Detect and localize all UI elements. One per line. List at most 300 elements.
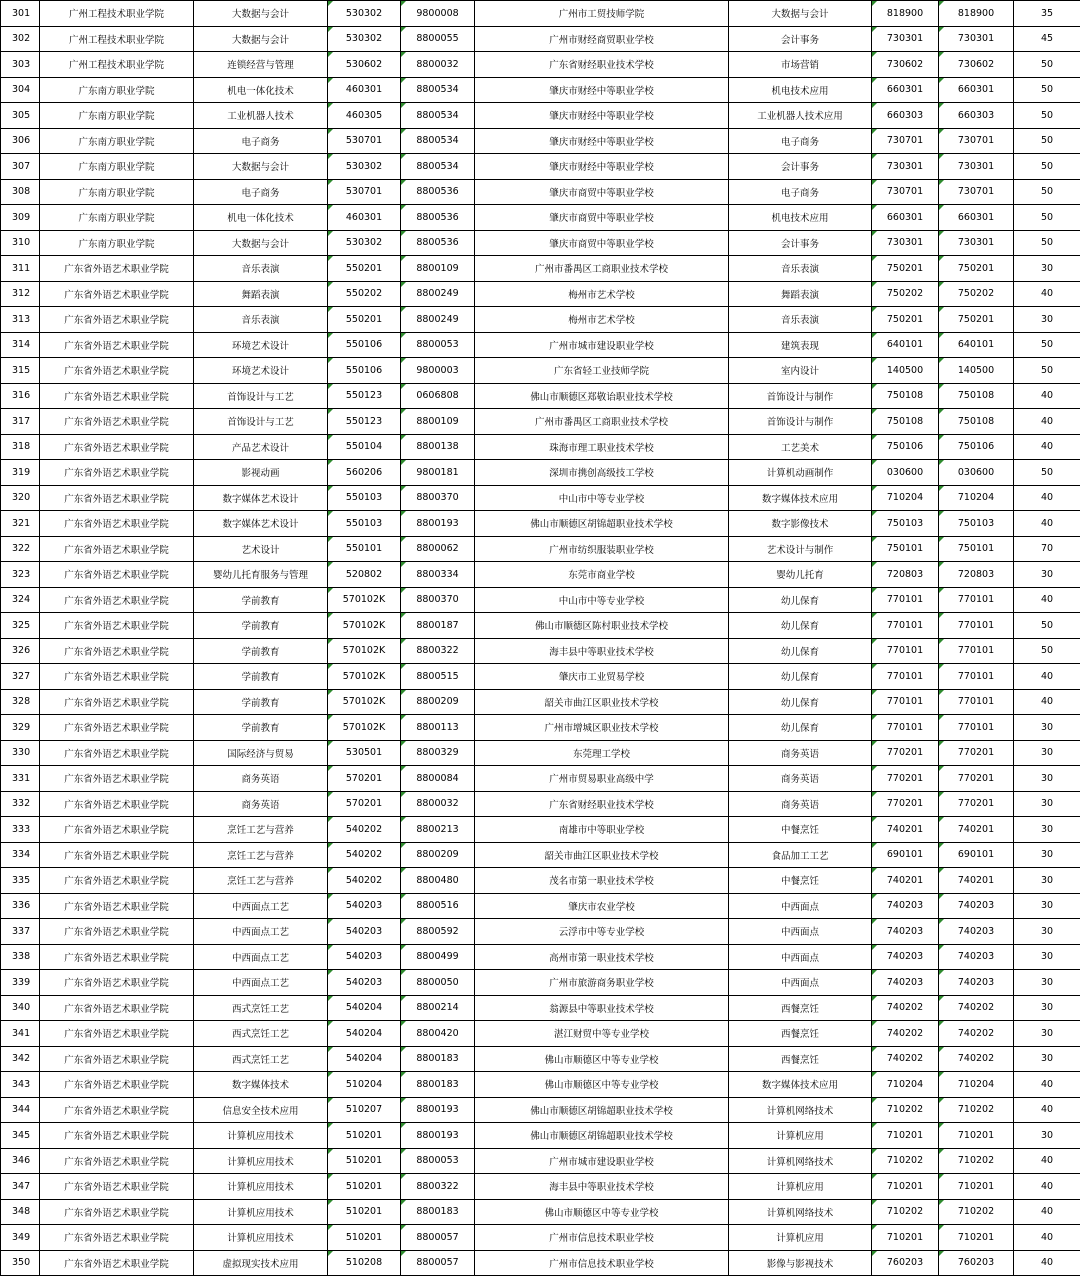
cell-school-name: 肇庆市财经中等职业学校 xyxy=(475,128,729,154)
cell-school-major: 数字影像技术 xyxy=(729,511,872,537)
cell-school-major-code-2: 740203 xyxy=(939,970,1014,996)
cell-college-major: 计算机应用技术 xyxy=(194,1199,328,1225)
cell-school-major-code-2: 660303 xyxy=(939,103,1014,129)
cell-school-code: 8800516 xyxy=(401,893,475,919)
cell-school-major: 音乐表演 xyxy=(729,307,872,333)
table-row xyxy=(1,128,1080,154)
cell-school-major-code: 710201 xyxy=(872,1225,939,1251)
cell-school-major-code: 740203 xyxy=(872,893,939,919)
cell-school-name: 佛山市顺德区郑敬诒职业技术学校 xyxy=(475,383,729,409)
cell-college-major: 音乐表演 xyxy=(194,307,328,333)
cell-college-name: 广州工程技术职业学院 xyxy=(40,52,194,78)
cell-school-major: 建筑表现 xyxy=(729,332,872,358)
cell-school-major-code: 710202 xyxy=(872,1199,939,1225)
cell-quota: 45 xyxy=(1014,26,1080,52)
table-row xyxy=(1,179,1080,205)
cell-college-major: 首饰设计与工艺 xyxy=(194,383,328,409)
cell-quota: 50 xyxy=(1014,332,1080,358)
cell-college-major: 计算机应用技术 xyxy=(194,1174,328,1200)
cell-college-major-code: 570201 xyxy=(328,791,401,817)
cell-school-major-code: 740202 xyxy=(872,1046,939,1072)
cell-school-major-code: 710201 xyxy=(872,1123,939,1149)
cell-quota: 40 xyxy=(1014,664,1080,690)
cell-school-name: 海丰县中等职业技术学校 xyxy=(475,638,729,664)
cell-college-name: 广东省外语艺术职业学院 xyxy=(40,256,194,282)
cell-row-index: 348 xyxy=(1,1199,40,1225)
cell-school-major-code: 750103 xyxy=(872,511,939,537)
cell-school-name: 广州市城市建设职业学校 xyxy=(475,332,729,358)
cell-quota: 30 xyxy=(1014,842,1080,868)
cell-college-name: 广东南方职业学院 xyxy=(40,205,194,231)
cell-school-major-code-2: 770101 xyxy=(939,689,1014,715)
cell-college-major-code: 550106 xyxy=(328,358,401,384)
cell-quota: 40 xyxy=(1014,409,1080,435)
cell-college-major: 国际经济与贸易 xyxy=(194,740,328,766)
cell-school-major: 中西面点 xyxy=(729,944,872,970)
cell-school-major-code-2: 710201 xyxy=(939,1123,1014,1149)
cell-college-major: 中西面点工艺 xyxy=(194,970,328,996)
cell-row-index: 349 xyxy=(1,1225,40,1251)
cell-quota: 30 xyxy=(1014,307,1080,333)
cell-college-major: 艺术设计 xyxy=(194,536,328,562)
cell-school-major-code-2: 750201 xyxy=(939,256,1014,282)
cell-school-name: 珠海市理工职业技术学校 xyxy=(475,434,729,460)
cell-school-major-code-2: 770201 xyxy=(939,791,1014,817)
cell-school-code: 8800050 xyxy=(401,970,475,996)
cell-school-major: 计算机网络技术 xyxy=(729,1097,872,1123)
cell-college-name: 广东省外语艺术职业学院 xyxy=(40,613,194,639)
table-row xyxy=(1,1148,1080,1174)
cell-row-index: 318 xyxy=(1,434,40,460)
cell-school-major-code-2: 740202 xyxy=(939,1046,1014,1072)
cell-school-major-code: 740203 xyxy=(872,919,939,945)
cell-row-index: 331 xyxy=(1,766,40,792)
cell-school-major-code: 770201 xyxy=(872,766,939,792)
cell-quota: 30 xyxy=(1014,562,1080,588)
cell-school-major-code: 740202 xyxy=(872,1021,939,1047)
cell-school-name: 佛山市顺德区胡锦超职业技术学校 xyxy=(475,1097,729,1123)
cell-college-name: 广东省外语艺术职业学院 xyxy=(40,944,194,970)
cell-college-name: 广东省外语艺术职业学院 xyxy=(40,281,194,307)
cell-school-major-code-2: 730301 xyxy=(939,230,1014,256)
cell-school-major-code-2: 140500 xyxy=(939,358,1014,384)
cell-school-name: 佛山市顺德区中等专业学校 xyxy=(475,1072,729,1098)
table-row xyxy=(1,842,1080,868)
cell-college-major-code: 530701 xyxy=(328,128,401,154)
cell-quota: 40 xyxy=(1014,1174,1080,1200)
cell-row-index: 302 xyxy=(1,26,40,52)
cell-school-code: 8800480 xyxy=(401,868,475,894)
cell-school-major-code-2: 740201 xyxy=(939,817,1014,843)
cell-row-index: 345 xyxy=(1,1123,40,1149)
cell-college-major-code: 510201 xyxy=(328,1199,401,1225)
cell-school-code: 8800055 xyxy=(401,26,475,52)
cell-college-major-code: 550201 xyxy=(328,256,401,282)
cell-school-code: 8800193 xyxy=(401,511,475,537)
cell-school-major-code-2: 740203 xyxy=(939,944,1014,970)
cell-school-major-code: 030600 xyxy=(872,460,939,486)
cell-college-major: 计算机应用技术 xyxy=(194,1148,328,1174)
cell-school-major: 会计事务 xyxy=(729,230,872,256)
cell-school-major-code-2: 770101 xyxy=(939,638,1014,664)
cell-school-major-code-2: 730301 xyxy=(939,26,1014,52)
cell-college-name: 广东省外语艺术职业学院 xyxy=(40,307,194,333)
cell-school-code: 8800032 xyxy=(401,52,475,78)
cell-college-major: 信息安全技术应用 xyxy=(194,1097,328,1123)
cell-college-major: 音乐表演 xyxy=(194,256,328,282)
cell-school-major-code-2: 660301 xyxy=(939,77,1014,103)
cell-row-index: 317 xyxy=(1,409,40,435)
cell-college-major: 学前教育 xyxy=(194,689,328,715)
cell-school-code: 8800214 xyxy=(401,995,475,1021)
cell-school-name: 佛山市顺德区胡锦超职业技术学校 xyxy=(475,511,729,537)
cell-school-major-code-2: 740203 xyxy=(939,893,1014,919)
cell-college-major: 学前教育 xyxy=(194,587,328,613)
cell-school-name: 韶关市曲江区职业技术学校 xyxy=(475,842,729,868)
cell-college-major: 舞蹈表演 xyxy=(194,281,328,307)
cell-school-code: 8800183 xyxy=(401,1072,475,1098)
cell-school-major: 电子商务 xyxy=(729,128,872,154)
cell-school-major-code: 750201 xyxy=(872,256,939,282)
cell-college-name: 广东省外语艺术职业学院 xyxy=(40,664,194,690)
cell-school-code: 8800109 xyxy=(401,256,475,282)
cell-school-name: 肇庆市工业贸易学校 xyxy=(475,664,729,690)
cell-school-code: 8800057 xyxy=(401,1225,475,1251)
cell-quota: 40 xyxy=(1014,1148,1080,1174)
cell-school-major: 幼儿保育 xyxy=(729,587,872,613)
cell-school-name: 肇庆市商贸中等职业学校 xyxy=(475,205,729,231)
cell-school-major-code-2: 770201 xyxy=(939,740,1014,766)
cell-school-code: 8800499 xyxy=(401,944,475,970)
cell-school-name: 云浮市中等专业学校 xyxy=(475,919,729,945)
cell-college-major-code: 550202 xyxy=(328,281,401,307)
cell-quota: 50 xyxy=(1014,77,1080,103)
cell-school-name: 深圳市携创高级技工学校 xyxy=(475,460,729,486)
cell-college-major-code: 530302 xyxy=(328,1,401,27)
cell-school-major-code-2: 750103 xyxy=(939,511,1014,537)
cell-school-name: 肇庆市商贸中等职业学校 xyxy=(475,230,729,256)
cell-quota: 50 xyxy=(1014,128,1080,154)
cell-school-name: 佛山市顺德区陈村职业技术学校 xyxy=(475,613,729,639)
cell-school-name: 广州市旅游商务职业学校 xyxy=(475,970,729,996)
table-row xyxy=(1,944,1080,970)
table-row xyxy=(1,205,1080,231)
cell-quota: 50 xyxy=(1014,103,1080,129)
cell-quota: 50 xyxy=(1014,230,1080,256)
cell-college-name: 广东省外语艺术职业学院 xyxy=(40,1021,194,1047)
cell-college-major: 计算机应用技术 xyxy=(194,1225,328,1251)
cell-college-major: 机电一体化技术 xyxy=(194,77,328,103)
cell-college-name: 广东南方职业学院 xyxy=(40,128,194,154)
cell-quota: 50 xyxy=(1014,179,1080,205)
cell-school-major: 计算机网络技术 xyxy=(729,1199,872,1225)
cell-school-name: 佛山市顺德区中等专业学校 xyxy=(475,1046,729,1072)
cell-college-name: 广东省外语艺术职业学院 xyxy=(40,587,194,613)
cell-school-code: 8800536 xyxy=(401,205,475,231)
cell-school-major: 大数据与会计 xyxy=(729,1,872,27)
cell-school-name: 南雄市中等职业学校 xyxy=(475,817,729,843)
cell-college-major-code: 540203 xyxy=(328,893,401,919)
cell-school-code: 8800193 xyxy=(401,1097,475,1123)
cell-college-major-code: 510201 xyxy=(328,1225,401,1251)
cell-school-code: 8800187 xyxy=(401,613,475,639)
cell-school-major: 计算机应用 xyxy=(729,1123,872,1149)
cell-school-name: 佛山市顺德区中等专业学校 xyxy=(475,1199,729,1225)
table-row xyxy=(1,1199,1080,1225)
cell-college-major-code: 550123 xyxy=(328,383,401,409)
cell-college-name: 广东省外语艺术职业学院 xyxy=(40,919,194,945)
cell-college-major-code: 520802 xyxy=(328,562,401,588)
cell-school-code: 8800329 xyxy=(401,740,475,766)
table-row xyxy=(1,791,1080,817)
cell-row-index: 344 xyxy=(1,1097,40,1123)
cell-school-name: 中山市中等专业学校 xyxy=(475,485,729,511)
cell-school-major: 商务英语 xyxy=(729,740,872,766)
cell-college-name: 广东南方职业学院 xyxy=(40,103,194,129)
table-row xyxy=(1,52,1080,78)
cell-quota: 40 xyxy=(1014,281,1080,307)
table-row xyxy=(1,587,1080,613)
cell-school-major-code: 730301 xyxy=(872,26,939,52)
cell-school-major-code-2: 710202 xyxy=(939,1148,1014,1174)
cell-college-name: 广东省外语艺术职业学院 xyxy=(40,715,194,741)
cell-college-major-code: 510201 xyxy=(328,1123,401,1149)
cell-school-major-code-2: 770201 xyxy=(939,766,1014,792)
cell-school-major: 工艺美术 xyxy=(729,434,872,460)
cell-school-major: 幼儿保育 xyxy=(729,664,872,690)
cell-school-code: 8800213 xyxy=(401,817,475,843)
cell-quota: 30 xyxy=(1014,944,1080,970)
table-row xyxy=(1,1123,1080,1149)
table-row xyxy=(1,613,1080,639)
cell-college-major: 产品艺术设计 xyxy=(194,434,328,460)
cell-school-code: 8800113 xyxy=(401,715,475,741)
cell-school-major-code: 740201 xyxy=(872,817,939,843)
cell-college-name: 广东省外语艺术职业学院 xyxy=(40,1123,194,1149)
cell-college-name: 广东省外语艺术职业学院 xyxy=(40,740,194,766)
cell-college-major-code: 510201 xyxy=(328,1148,401,1174)
cell-school-major: 中餐烹饪 xyxy=(729,817,872,843)
cell-quota: 30 xyxy=(1014,995,1080,1021)
table-row xyxy=(1,1250,1080,1276)
table-row xyxy=(1,1097,1080,1123)
cell-school-major-code-2: 740203 xyxy=(939,919,1014,945)
cell-school-major: 婴幼儿托育 xyxy=(729,562,872,588)
cell-college-major: 西式烹饪工艺 xyxy=(194,1021,328,1047)
cell-school-name: 广州市增城区职业技术学校 xyxy=(475,715,729,741)
cell-school-major: 西餐烹饪 xyxy=(729,1021,872,1047)
cell-quota: 40 xyxy=(1014,1072,1080,1098)
cell-school-name: 佛山市顺德区胡锦超职业技术学校 xyxy=(475,1123,729,1149)
cell-school-major-code-2: 740202 xyxy=(939,995,1014,1021)
cell-school-name: 广州市番禺区工商职业技术学校 xyxy=(475,256,729,282)
cell-row-index: 320 xyxy=(1,485,40,511)
cell-college-major: 环境艺术设计 xyxy=(194,358,328,384)
cell-row-index: 333 xyxy=(1,817,40,843)
cell-school-name: 广州市信息技术职业学校 xyxy=(475,1250,729,1276)
cell-quota: 30 xyxy=(1014,970,1080,996)
cell-college-major-code: 550123 xyxy=(328,409,401,435)
cell-school-major: 中西面点 xyxy=(729,970,872,996)
cell-college-major: 机电一体化技术 xyxy=(194,205,328,231)
cell-college-major-code: 540203 xyxy=(328,944,401,970)
cell-college-name: 广东省外语艺术职业学院 xyxy=(40,536,194,562)
table-row xyxy=(1,485,1080,511)
cell-college-name: 广东省外语艺术职业学院 xyxy=(40,1097,194,1123)
table-row xyxy=(1,281,1080,307)
cell-school-major-code: 140500 xyxy=(872,358,939,384)
table-row xyxy=(1,103,1080,129)
cell-row-index: 319 xyxy=(1,460,40,486)
cell-school-code: 8800534 xyxy=(401,77,475,103)
cell-row-index: 346 xyxy=(1,1148,40,1174)
cell-college-major: 婴幼儿托育服务与管理 xyxy=(194,562,328,588)
table-row xyxy=(1,536,1080,562)
cell-college-major: 中西面点工艺 xyxy=(194,893,328,919)
cell-college-major-code: 540204 xyxy=(328,1046,401,1072)
cell-row-index: 310 xyxy=(1,230,40,256)
cell-school-major-code: 750108 xyxy=(872,383,939,409)
cell-college-major-code: 530501 xyxy=(328,740,401,766)
cell-school-name: 广州市工贸技师学院 xyxy=(475,1,729,27)
cell-school-name: 广州市贸易职业高级中学 xyxy=(475,766,729,792)
cell-school-major-code: 730602 xyxy=(872,52,939,78)
cell-school-name: 广州市城市建设职业学校 xyxy=(475,1148,729,1174)
cell-row-index: 305 xyxy=(1,103,40,129)
cell-row-index: 313 xyxy=(1,307,40,333)
cell-school-major: 中餐烹饪 xyxy=(729,868,872,894)
cell-school-major-code: 770101 xyxy=(872,715,939,741)
cell-college-major-code: 550103 xyxy=(328,511,401,537)
cell-row-index: 347 xyxy=(1,1174,40,1200)
cell-college-major-code: 540204 xyxy=(328,1021,401,1047)
cell-college-major: 学前教育 xyxy=(194,613,328,639)
cell-school-name: 翁源县中等职业技术学校 xyxy=(475,995,729,1021)
cell-school-major-code-2: 770101 xyxy=(939,715,1014,741)
cell-school-major-code: 710201 xyxy=(872,1174,939,1200)
cell-college-major-code: 570102K xyxy=(328,715,401,741)
cell-school-name: 湛江财贸中等专业学校 xyxy=(475,1021,729,1047)
cell-row-index: 321 xyxy=(1,511,40,537)
cell-school-code: 8800370 xyxy=(401,485,475,511)
cell-school-major: 幼儿保育 xyxy=(729,715,872,741)
cell-school-major: 音乐表演 xyxy=(729,256,872,282)
cell-school-major-code: 750201 xyxy=(872,307,939,333)
cell-school-major-code-2: 730701 xyxy=(939,128,1014,154)
cell-college-major-code: 570102K xyxy=(328,664,401,690)
cell-school-major-code: 660301 xyxy=(872,205,939,231)
cell-college-major-code: 550103 xyxy=(328,485,401,511)
cell-college-major-code: 510201 xyxy=(328,1174,401,1200)
cell-school-major-code: 730301 xyxy=(872,230,939,256)
cell-school-code: 8800515 xyxy=(401,664,475,690)
cell-college-name: 广东省外语艺术职业学院 xyxy=(40,562,194,588)
cell-college-name: 广东省外语艺术职业学院 xyxy=(40,638,194,664)
cell-college-major-code: 550201 xyxy=(328,307,401,333)
cell-school-major-code: 750108 xyxy=(872,409,939,435)
cell-school-major: 商务英语 xyxy=(729,766,872,792)
cell-quota: 50 xyxy=(1014,52,1080,78)
cell-school-major: 首饰设计与制作 xyxy=(729,409,872,435)
cell-school-major-code-2: 730602 xyxy=(939,52,1014,78)
cell-quota: 30 xyxy=(1014,1021,1080,1047)
table-row xyxy=(1,26,1080,52)
cell-college-name: 广东省外语艺术职业学院 xyxy=(40,995,194,1021)
cell-school-major-code-2: 740202 xyxy=(939,1021,1014,1047)
table-body xyxy=(1,1,1080,1276)
cell-row-index: 304 xyxy=(1,77,40,103)
cell-college-major-code: 460305 xyxy=(328,103,401,129)
cell-quota: 50 xyxy=(1014,638,1080,664)
cell-row-index: 322 xyxy=(1,536,40,562)
cell-school-major: 商务英语 xyxy=(729,791,872,817)
cell-college-major: 西式烹饪工艺 xyxy=(194,1046,328,1072)
cell-school-code: 9800008 xyxy=(401,1,475,27)
cell-school-major-code-2: 730701 xyxy=(939,179,1014,205)
cell-college-name: 广东省外语艺术职业学院 xyxy=(40,485,194,511)
cell-college-major-code: 510207 xyxy=(328,1097,401,1123)
cell-college-name: 广东南方职业学院 xyxy=(40,154,194,180)
cell-school-major: 计算机网络技术 xyxy=(729,1148,872,1174)
cell-school-major: 影像与影视技术 xyxy=(729,1250,872,1276)
cell-college-name: 广州工程技术职业学院 xyxy=(40,1,194,27)
cell-school-major-code: 770101 xyxy=(872,587,939,613)
cell-row-index: 335 xyxy=(1,868,40,894)
cell-school-major-code: 770101 xyxy=(872,664,939,690)
table-row xyxy=(1,715,1080,741)
cell-school-major: 西餐烹饪 xyxy=(729,1046,872,1072)
cell-school-major: 工业机器人技术应用 xyxy=(729,103,872,129)
cell-school-code: 8800534 xyxy=(401,154,475,180)
cell-school-major: 电子商务 xyxy=(729,179,872,205)
cell-school-name: 东莞市商业学校 xyxy=(475,562,729,588)
cell-quota: 40 xyxy=(1014,1097,1080,1123)
cell-school-major: 幼儿保育 xyxy=(729,613,872,639)
table-row xyxy=(1,358,1080,384)
cell-college-major-code: 570102K xyxy=(328,587,401,613)
cell-college-major-code: 570102K xyxy=(328,638,401,664)
cell-quota: 30 xyxy=(1014,817,1080,843)
cell-quota: 50 xyxy=(1014,154,1080,180)
cell-college-name: 广东省外语艺术职业学院 xyxy=(40,893,194,919)
cell-school-major-code: 730301 xyxy=(872,154,939,180)
table-row xyxy=(1,77,1080,103)
cell-school-code: 8800322 xyxy=(401,1174,475,1200)
cell-quota: 50 xyxy=(1014,358,1080,384)
cell-school-major-code-2: 710204 xyxy=(939,485,1014,511)
cell-school-code: 8800193 xyxy=(401,1123,475,1149)
cell-college-major: 大数据与会计 xyxy=(194,154,328,180)
cell-school-major-code: 740203 xyxy=(872,944,939,970)
cell-school-major: 食品加工工艺 xyxy=(729,842,872,868)
cell-school-code: 8800084 xyxy=(401,766,475,792)
cell-college-major: 电子商务 xyxy=(194,179,328,205)
cell-quota: 40 xyxy=(1014,485,1080,511)
cell-quota: 35 xyxy=(1014,1,1080,27)
cell-row-index: 342 xyxy=(1,1046,40,1072)
cell-school-name: 韶关市曲江区职业技术学校 xyxy=(475,689,729,715)
cell-school-major-code: 750101 xyxy=(872,536,939,562)
cell-school-major-code: 730701 xyxy=(872,179,939,205)
cell-school-major-code: 760203 xyxy=(872,1250,939,1276)
cell-row-index: 316 xyxy=(1,383,40,409)
cell-school-major-code: 660303 xyxy=(872,103,939,129)
table-row xyxy=(1,1,1080,27)
table-row xyxy=(1,995,1080,1021)
cell-college-name: 广东省外语艺术职业学院 xyxy=(40,358,194,384)
cell-school-code: 8800536 xyxy=(401,179,475,205)
cell-school-major-code-2: 710204 xyxy=(939,1072,1014,1098)
